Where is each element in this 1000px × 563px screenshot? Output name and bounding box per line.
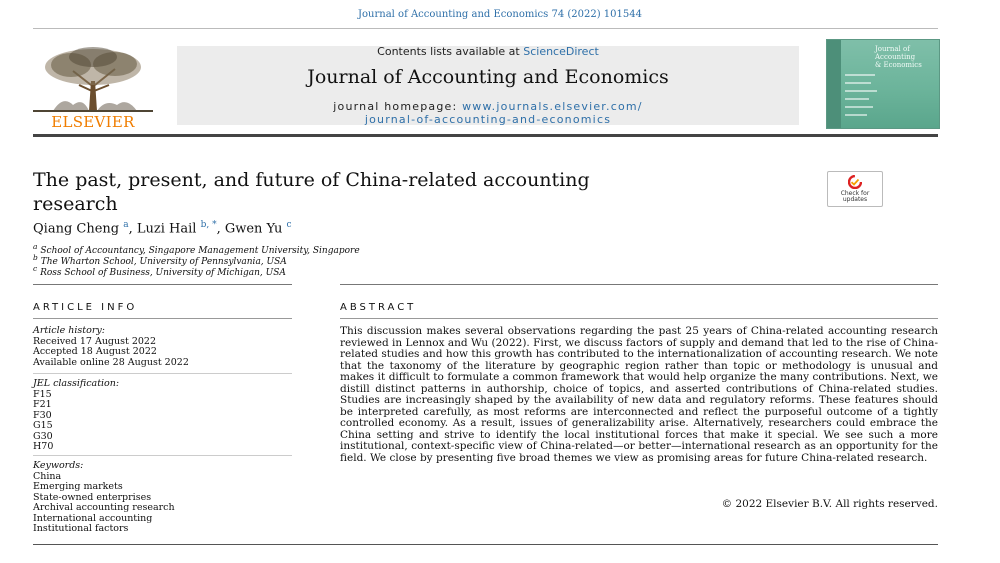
cover-decoration [845, 106, 873, 108]
author-list: Qiang Cheng $^a$, Luzi Hail $^{b, *}$, Gwen Yu $^c$ [33, 220, 292, 237]
author-affiliation-mark[interactable]: c [286, 220, 292, 230]
cover-title-line: & Economics [875, 61, 922, 69]
jel-classification [33, 379, 119, 453]
homepage-line [177, 100, 799, 113]
article-title [33, 168, 793, 216]
journal-cover-thumbnail[interactable] [826, 39, 940, 129]
bottom-divider [33, 544, 938, 545]
homepage-prefix: journal homepage: [333, 100, 463, 113]
check-updates-line: Check for [840, 190, 870, 197]
affiliation-text: School of Accountancy, Singapore Management University, Singapore [40, 246, 360, 256]
affiliation-mark: c [33, 264, 38, 273]
check-for-updates-button[interactable] [827, 171, 883, 207]
cover-decoration [845, 74, 875, 76]
check-updates-line: updates [842, 196, 868, 203]
keyword: China [33, 470, 62, 482]
cover-decoration [845, 90, 877, 92]
info-divider [33, 373, 292, 374]
history-label: Article history: [33, 325, 105, 336]
keyword: Emerging markets [33, 481, 123, 492]
author-affiliation-mark[interactable]: b, * [200, 220, 217, 230]
author-affiliation-mark[interactable]: a [123, 220, 129, 230]
section-subdivider [340, 318, 938, 319]
abstract-body: This discussion makes several observations regarding the past 25 years of China-related accounting research reviewed in Lennox and Wu (2022). First, we discuss factors of supply and demand that led to the rise of China-related studies and how this growth has contributed to the internationalization of accounting research. We note that the taxonomy of the literature by geographic region rather than topic or methodology is unusual and makes it difficult to formulate a common framework that would help organize the many contributions. Next, we distill distinct patterns in authorship, choice of topics, and asserted contributions of China-related studies. Studies are increasingly shaped by the availability of new data and regulatory reforms. These features should be interpreted carefully, as most reforms are interconnected and reflect the purposeful outcome of a tightly controlled economy. As a result, issues of generalizability arise. Alternatively, researchers could embrace the China setting and strive to identify the local institutional forces that make it special. We see such a more institutional, context-specific view of China-related—or better—international research as an opportunity for the field. We close by presenting five broad themes we view as promising areas for future China-related research. [340, 325, 938, 464]
affiliation-mark: a [33, 242, 38, 251]
jel-code: F21 [33, 399, 52, 410]
history-item: Available online 28 August 2022 [33, 356, 189, 368]
sciencedirect-link[interactable]: ScienceDirect [523, 45, 599, 58]
section-divider [340, 284, 938, 285]
article-info-heading: ARTICLE INFO [33, 302, 138, 313]
journal-title: Journal of Accounting and Economics [307, 66, 669, 88]
abstract-heading: ABSTRACT [340, 302, 417, 313]
jel-code: H70 [33, 441, 54, 452]
contents-prefix: Contents lists available at [377, 45, 524, 58]
author-name[interactable]: Luzi Hail [136, 221, 197, 237]
jel-label: JEL classification: [33, 378, 120, 389]
keyword: State-owned enterprises [33, 491, 152, 503]
homepage-link-part1[interactable]: www.journals.elsevier.com/ [462, 100, 643, 113]
section-divider [33, 284, 292, 285]
affiliation-mark: b [33, 253, 38, 262]
elsevier-wordmark[interactable]: ELSEVIER [51, 113, 135, 131]
keywords [33, 461, 175, 535]
affiliation-text: The Wharton School, University of Pennsylvania, USA [40, 257, 287, 267]
author-name[interactable]: Qiang Cheng [33, 221, 120, 237]
journal-citation: Journal of Accounting and Economics 74 (2022) 101544 [358, 9, 642, 20]
affiliation [33, 264, 286, 278]
jel-code: G15 [33, 420, 53, 431]
history-item: Received 17 August 2022 [33, 335, 157, 347]
section-subdivider [33, 318, 292, 319]
copyright-notice: © 2022 Elsevier B.V. All rights reserved. [721, 498, 938, 510]
jel-code: G30 [33, 430, 53, 442]
article-title-line: The past, present, and future of China-related accounting [33, 169, 590, 191]
article-title-line: research [33, 193, 118, 215]
cover-decoration [845, 82, 871, 84]
jel-code: F30 [33, 409, 52, 421]
article-history [33, 326, 189, 368]
keyword: International accounting [33, 512, 153, 524]
homepage-link-part2[interactable]: journal-of-accounting-and-economics [364, 113, 612, 126]
cover-decoration [845, 98, 869, 100]
jel-code: F15 [33, 388, 52, 400]
check-updates-icon [848, 175, 862, 189]
contents-line [177, 45, 799, 58]
cover-title-line: Journal of [875, 45, 910, 53]
keyword: Archival accounting research [33, 502, 175, 513]
cover-decoration [845, 114, 867, 116]
cover-title-line: Accounting [875, 53, 916, 61]
top-divider [33, 28, 938, 29]
check-updates-label [828, 191, 882, 203]
affiliation-text: Ross School of Business, University of Michigan, USA [40, 268, 286, 278]
cover-spine [827, 40, 841, 128]
info-divider [33, 455, 292, 456]
author-name[interactable]: Gwen Yu [224, 221, 283, 237]
keywords-label: Keywords: [33, 460, 84, 471]
history-item: Accepted 18 August 2022 [33, 346, 157, 357]
cover-title [875, 45, 933, 69]
header-divider [33, 134, 938, 137]
keyword: Institutional factors [33, 523, 129, 534]
